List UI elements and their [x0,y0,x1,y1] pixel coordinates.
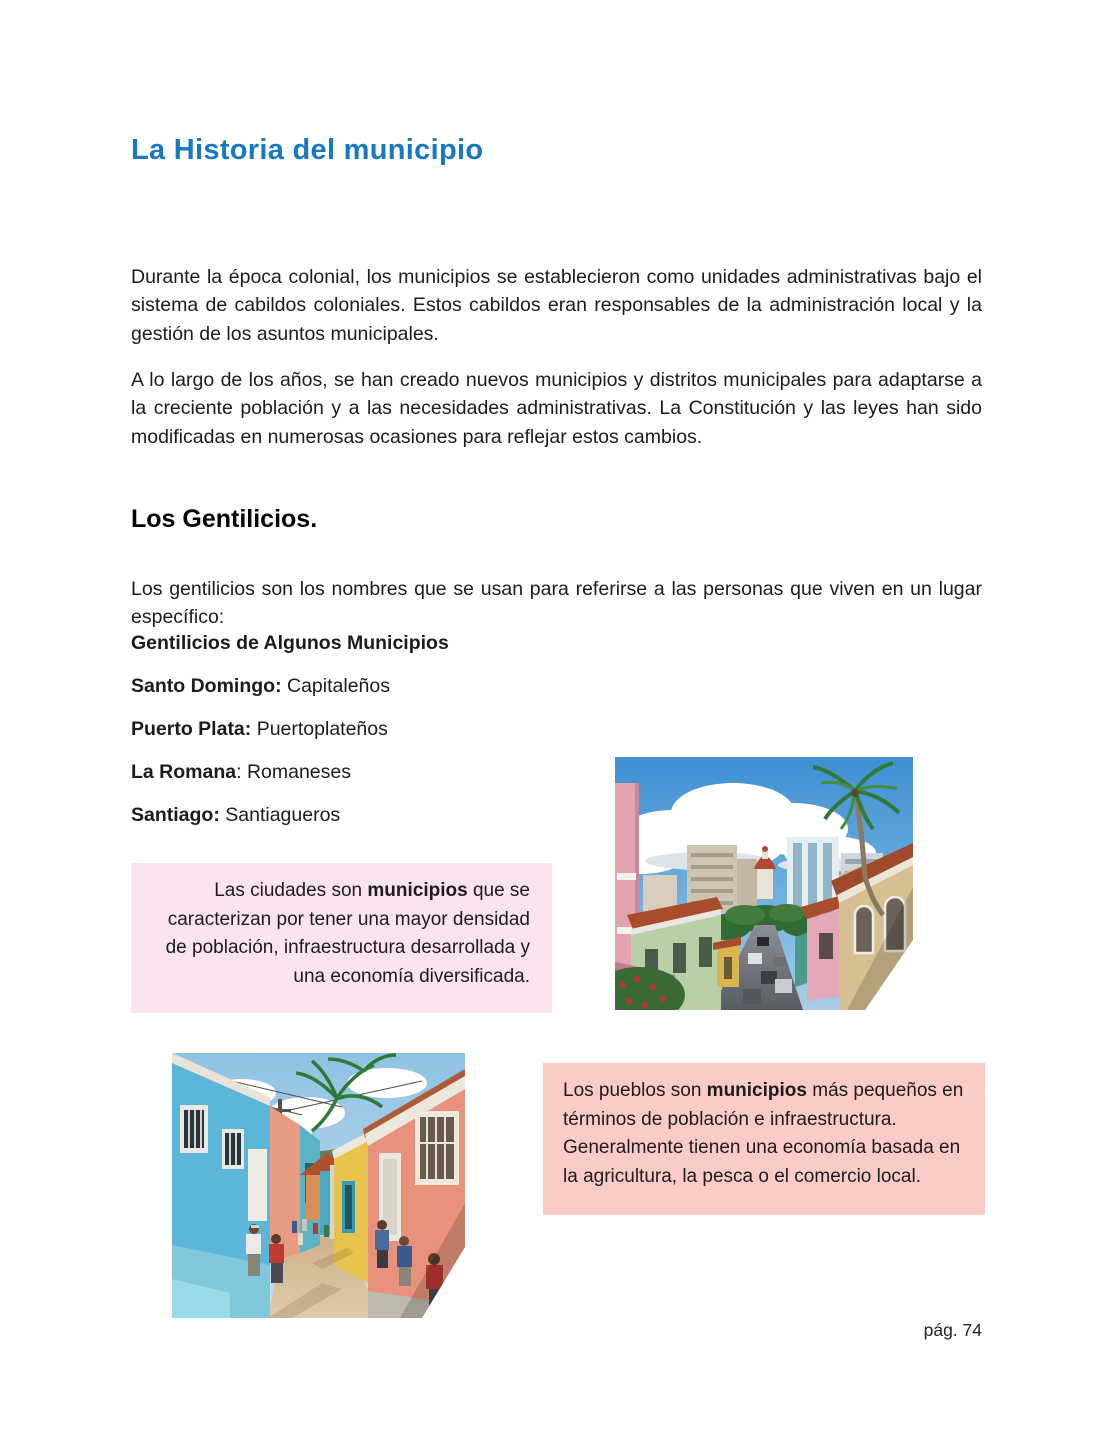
gentilicios-heading: Los Gentilicios. [131,505,318,533]
history-paragraph-1: Durante la época colonial, los municipios se establecieron como unidades administrativas bajo el sistema de cabildos coloniales. Estos cabildos eran responsables de la administración local y la gestión de los asuntos municipales. [131,265,982,345]
callout-cities-text-before: Las ciudades son [214,880,368,901]
page-number: pág. 74 [923,1320,982,1340]
gentilicio-value: Puertoplateños [251,718,388,740]
callout-towns-text-before: Los pueblos son [563,1080,707,1101]
gentilicio-label: Santiago: [131,804,220,826]
gentilicio-item-puerto-plata [131,715,731,743]
gentilicio-value: Santiagueros [219,804,341,826]
page-title: La Historia del municipio [131,134,484,166]
gentilicios-list-title: Gentilicios de Algunos Municipios [131,632,449,654]
gentilicio-value: : Romaneses [236,761,351,783]
village-street-photo [172,1053,465,1318]
village-street-illustration [172,1053,465,1318]
callout-cities-text-after: que se caracterizan por tener una mayor densidad de población, infraestructura desarrollada y una economía diversificada. [165,880,530,987]
gentilicio-item-santo-domingo [131,672,731,700]
gentilicio-label: Santo Domingo: [131,675,282,697]
callout-towns [543,1063,985,1215]
history-paragraph-2: A lo largo de los años, se han creado nuevos municipios y distritos municipales para adaptarse a la creciente población y a las necesidades administrativas. La Constitución y las leyes han sido modificadas en numerosas ocasiones para reflejar estos cambios. [131,368,982,448]
city-street-illustration [615,757,913,1010]
gentilicios-intro: Los gentilicios son los nombres que se usan para referirse a las personas que viven en un lugar específico: [131,577,982,628]
callout-cities [131,863,552,1013]
callout-towns-bold-word: municipios [706,1080,807,1101]
callout-cities-bold-word: municipios [367,880,468,901]
gentilicio-label: La Romana [131,761,237,783]
gentilicio-label: Puerto Plata: [131,718,252,740]
callout-towns-text-after: más pequeños en términos de población e infraestructura. Generalmente tienen una economía basada en la agricultura, la pesca o el comercio local. [563,1080,964,1187]
gentilicio-value: Capitaleños [281,675,390,697]
city-street-photo [615,757,913,1010]
